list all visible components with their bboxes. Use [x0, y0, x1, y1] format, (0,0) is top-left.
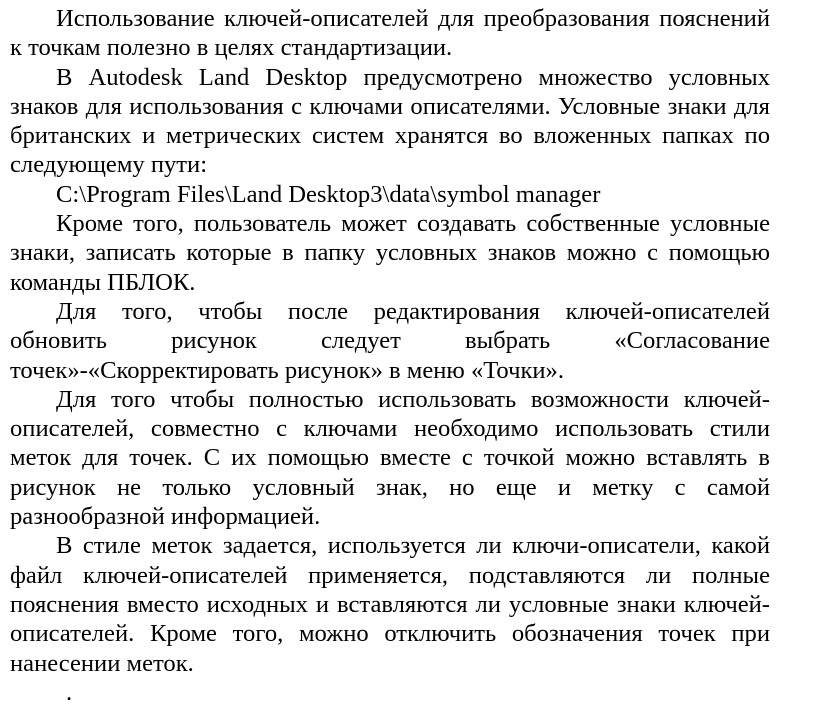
paragraph-label-styles: Для того чтобы полностью использовать возможности ключей-описателей, совместно с ключами необходимо использовать стили меток для точек. С их помощью вместе с точкой можно вставлять в рисунок не только условный знак, но еще и метку с самой разнообразной информацией.: [10, 385, 770, 531]
trailing-dot: .: [66, 678, 73, 706]
paragraph-intro: Использование ключей-описателей для преобразования пояснений к точкам полезно в целях стандартизации.: [10, 5, 770, 62]
symbol-folder-path: C:\Program Files\Land Desktop3\data\symbol manager: [56, 180, 601, 208]
paragraph-custom-symbols: Кроме того, пользователь может создавать собственные условные знаки, записать которые в папку условных знаков можно с помощью команды ПБЛОК.: [10, 210, 770, 296]
paragraph-label-settings: В стиле меток задается, используется ли ключи-описатели, какой файл ключей-описателей применяется, подставляются ли полные пояснения вместо исходных и вставляются ли условные знаки ключей-описателей. Кроме того, можно отключить обозначения точек при нанесении меток.: [10, 532, 770, 677]
paragraph-symbols: В Autodesk Land Desktop предусмотрено множество условных знаков для использования с ключами описателями. Условные знаки для британских и метрических систем хранятся во вложенных папках по следующему пути:: [10, 63, 770, 179]
paragraph-update-drawing: Для того, чтобы после редактирования ключей-описателей обновить рисунок следует выбрать «Согласование точек»-«Скорректировать рисунок» в меню «Точки».: [10, 297, 770, 384]
document-page: [10, 4, 770, 707]
